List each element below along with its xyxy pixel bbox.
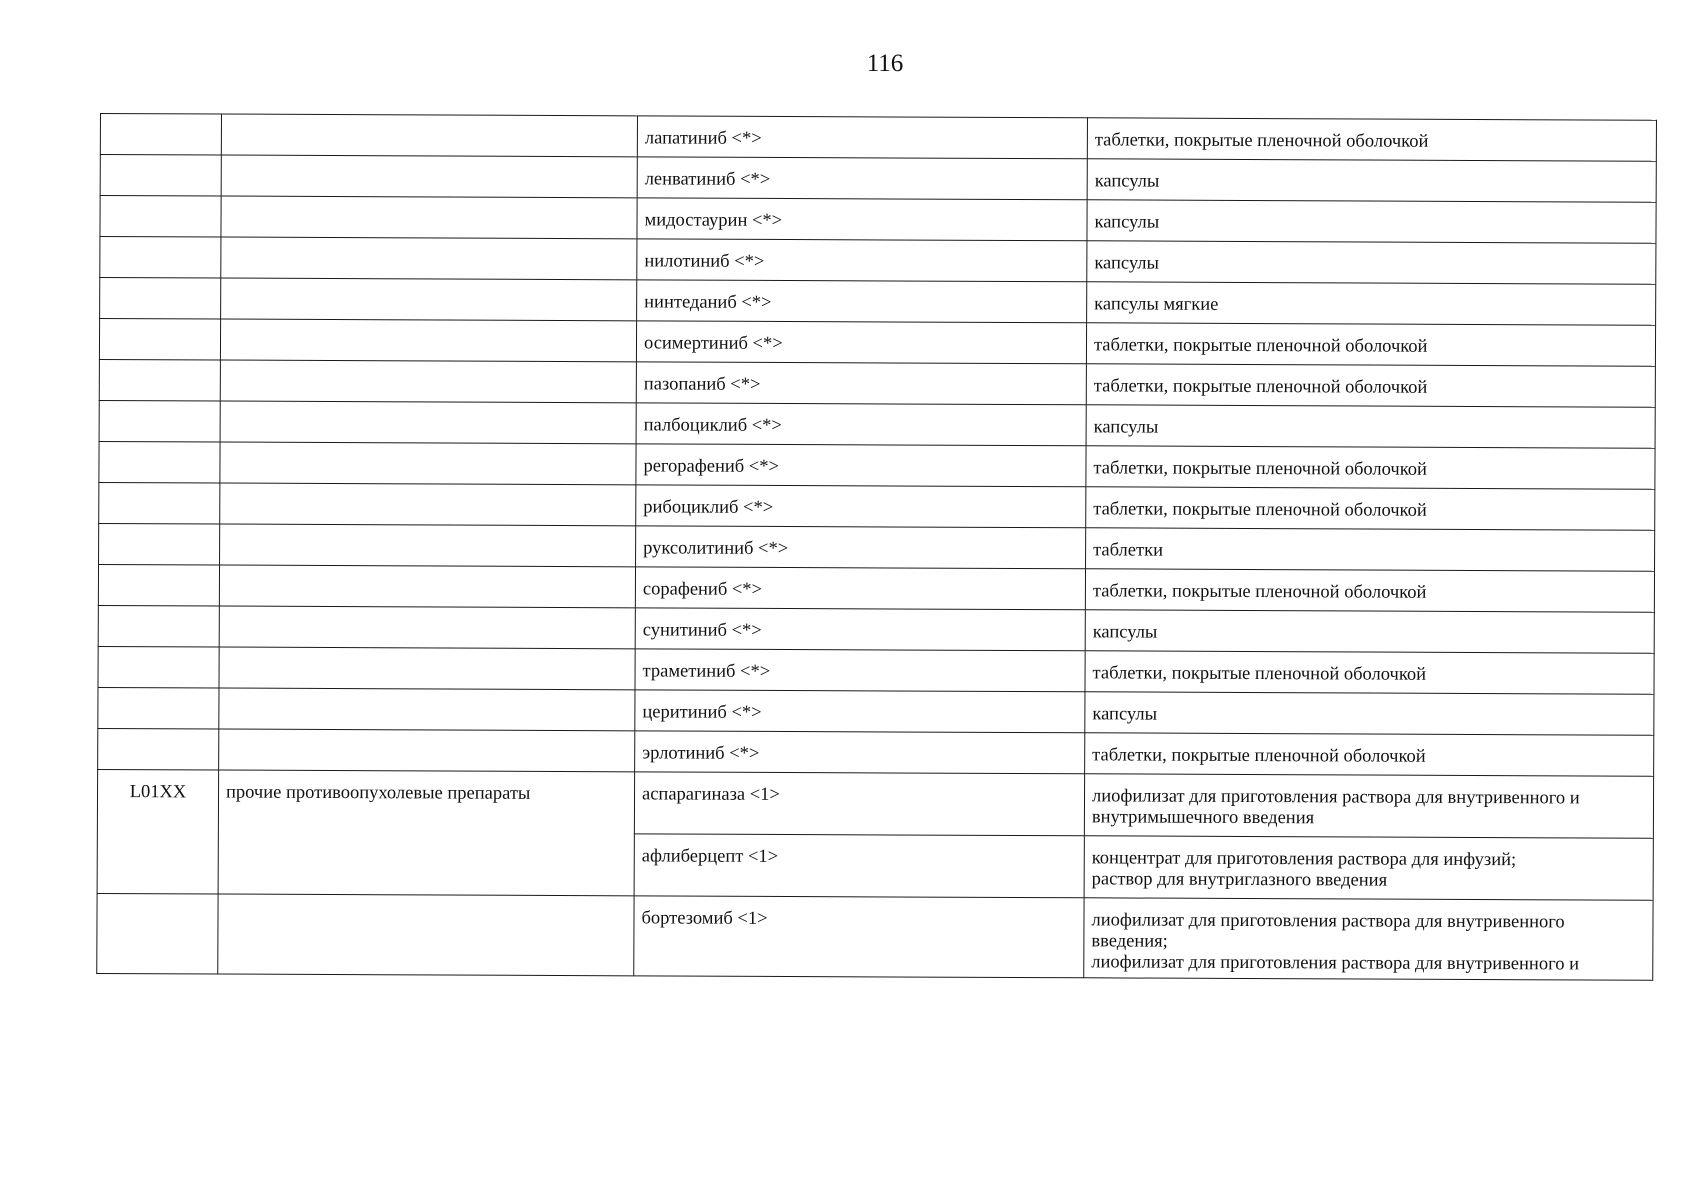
drug-name-cell: рибоциклиб <*>	[636, 485, 1086, 528]
dosage-form-cell	[1084, 898, 1653, 980]
dosage-form-cell	[1084, 774, 1653, 838]
drug-name-cell: сорафениб <*>	[635, 567, 1085, 610]
group-name-cell	[220, 524, 636, 567]
group-name-cell	[220, 401, 636, 444]
table-row	[100, 237, 1656, 285]
table-row	[99, 400, 1655, 448]
atc-code-cell	[100, 114, 221, 156]
table-row	[97, 769, 1653, 838]
group-name-cell	[219, 606, 635, 649]
group-name-cell	[221, 114, 637, 157]
drug-name-cell: лапатиниб <*>	[637, 116, 1087, 159]
table-row	[99, 441, 1655, 489]
drug-name-cell: палбоциклиб <*>	[636, 403, 1086, 446]
dosage-form-cell: таблетки, покрытые пленочной оболочкой	[1086, 446, 1655, 489]
group-name-cell	[219, 688, 635, 731]
dosage-form-cell: капсулы	[1086, 405, 1655, 448]
atc-code-cell	[100, 278, 221, 320]
table-row	[100, 278, 1656, 326]
table-row	[98, 564, 1654, 612]
group-name-cell	[220, 319, 636, 362]
group-name-cell	[221, 155, 637, 198]
atc-code-cell	[98, 646, 219, 688]
dosage-form-line: лиофилизат для приготовления раствора для внутривенного и	[1091, 952, 1580, 975]
group-name-cell	[219, 729, 635, 772]
drug-name-cell: пазопаниб <*>	[636, 362, 1086, 405]
drug-name-cell: бортезомиб <1>	[634, 896, 1084, 978]
table-row	[98, 605, 1654, 653]
table-row	[98, 687, 1654, 735]
dosage-form-cell: таблетки, покрытые пленочной оболочкой	[1087, 118, 1656, 161]
dosage-form-cell: таблетки, покрытые пленочной оболочкой	[1085, 569, 1654, 612]
drug-name-cell: сунитиниб <*>	[635, 608, 1085, 651]
atc-code-cell: L01XX	[97, 769, 219, 894]
dosage-form-cell: капсулы	[1085, 610, 1654, 653]
atc-code-cell	[100, 155, 221, 197]
group-name-cell: прочие противоопухолевые препараты	[218, 770, 635, 896]
table-row	[99, 482, 1655, 530]
table-row	[99, 319, 1655, 367]
dosage-form-cell: капсулы	[1087, 241, 1656, 284]
dosage-form-cell: таблетки, покрытые пленочной оболочкой	[1086, 364, 1655, 407]
dosage-form-cell: капсулы	[1087, 200, 1656, 243]
group-name-cell	[221, 278, 637, 321]
dosage-form-line: раствор для внутриглазного введения	[1091, 869, 1388, 891]
table-body	[97, 114, 1657, 981]
atc-code-cell	[99, 400, 220, 442]
atc-code-cell	[99, 359, 220, 401]
group-name-cell	[221, 196, 637, 239]
group-name-cell	[220, 442, 636, 485]
drug-name-cell: траметиниб <*>	[635, 649, 1085, 692]
dosage-form-line: лиофилизат для приготовления раствора для внутривенного и	[1091, 786, 1580, 809]
group-name-cell	[220, 483, 636, 526]
drug-name-cell: аспарагиназа <1>	[634, 772, 1084, 836]
table-row	[98, 728, 1654, 776]
drug-table	[96, 113, 1657, 981]
atc-code-cell	[99, 441, 220, 483]
dosage-form-line: внутримышечного введения	[1091, 807, 1315, 829]
dosage-form-line: концентрат для приготовления раствора для инфузий;	[1091, 848, 1517, 871]
atc-code-cell	[98, 687, 219, 729]
group-name-cell	[219, 647, 635, 690]
drug-name-cell: эрлотиниб <*>	[635, 731, 1085, 774]
dosage-form-cell	[1084, 836, 1653, 900]
dosage-form-cell: таблетки, покрытые пленочной оболочкой	[1085, 651, 1654, 694]
atc-code-cell	[100, 237, 221, 279]
table-row	[99, 359, 1655, 407]
atc-code-cell	[100, 196, 221, 238]
drug-name-cell: церитиниб <*>	[635, 690, 1085, 733]
table-row	[100, 155, 1656, 203]
dosage-form-cell: таблетки	[1086, 528, 1655, 571]
page-number: 116	[866, 50, 904, 77]
dosage-form-cell: таблетки, покрытые пленочной оболочкой	[1086, 487, 1655, 530]
dosage-form-cell: таблетки, покрытые пленочной оболочкой	[1085, 733, 1654, 776]
atc-code-cell	[98, 564, 219, 606]
table-row	[98, 646, 1654, 694]
dosage-form-cell: капсулы	[1087, 159, 1656, 202]
table-row	[100, 196, 1656, 244]
atc-code-cell	[99, 319, 220, 361]
drug-name-cell: афлиберцепт <1>	[634, 834, 1084, 898]
atc-code-cell	[98, 605, 219, 647]
drug-name-cell: осимертиниб <*>	[636, 321, 1086, 364]
drug-name-cell: нилотиниб <*>	[637, 239, 1087, 282]
drug-name-cell: ленватиниб <*>	[637, 157, 1087, 200]
dosage-form-cell: капсулы	[1085, 692, 1654, 735]
atc-code-cell	[97, 893, 218, 974]
dosage-form-line: введения;	[1091, 931, 1168, 952]
group-name-cell	[220, 360, 636, 403]
table-row	[99, 523, 1655, 571]
drug-name-cell: регорафениб <*>	[636, 444, 1086, 487]
group-name-cell	[219, 565, 635, 608]
table-row	[97, 893, 1653, 980]
dosage-form-cell: капсулы мягкие	[1087, 282, 1656, 325]
atc-code-cell	[99, 482, 220, 524]
drug-name-cell: мидостаурин <*>	[637, 198, 1087, 241]
group-name-cell	[221, 237, 637, 280]
atc-code-cell	[98, 728, 219, 770]
drug-name-cell: руксолитиниб <*>	[636, 526, 1086, 569]
drug-name-cell: нинтеданиб <*>	[637, 280, 1087, 323]
dosage-form-cell: таблетки, покрытые пленочной оболочкой	[1086, 323, 1655, 366]
group-name-cell	[218, 894, 634, 976]
table-row	[100, 114, 1656, 162]
atc-code-cell	[99, 523, 220, 565]
dosage-form-line: лиофилизат для приготовления раствора для внутривенного	[1091, 910, 1565, 933]
